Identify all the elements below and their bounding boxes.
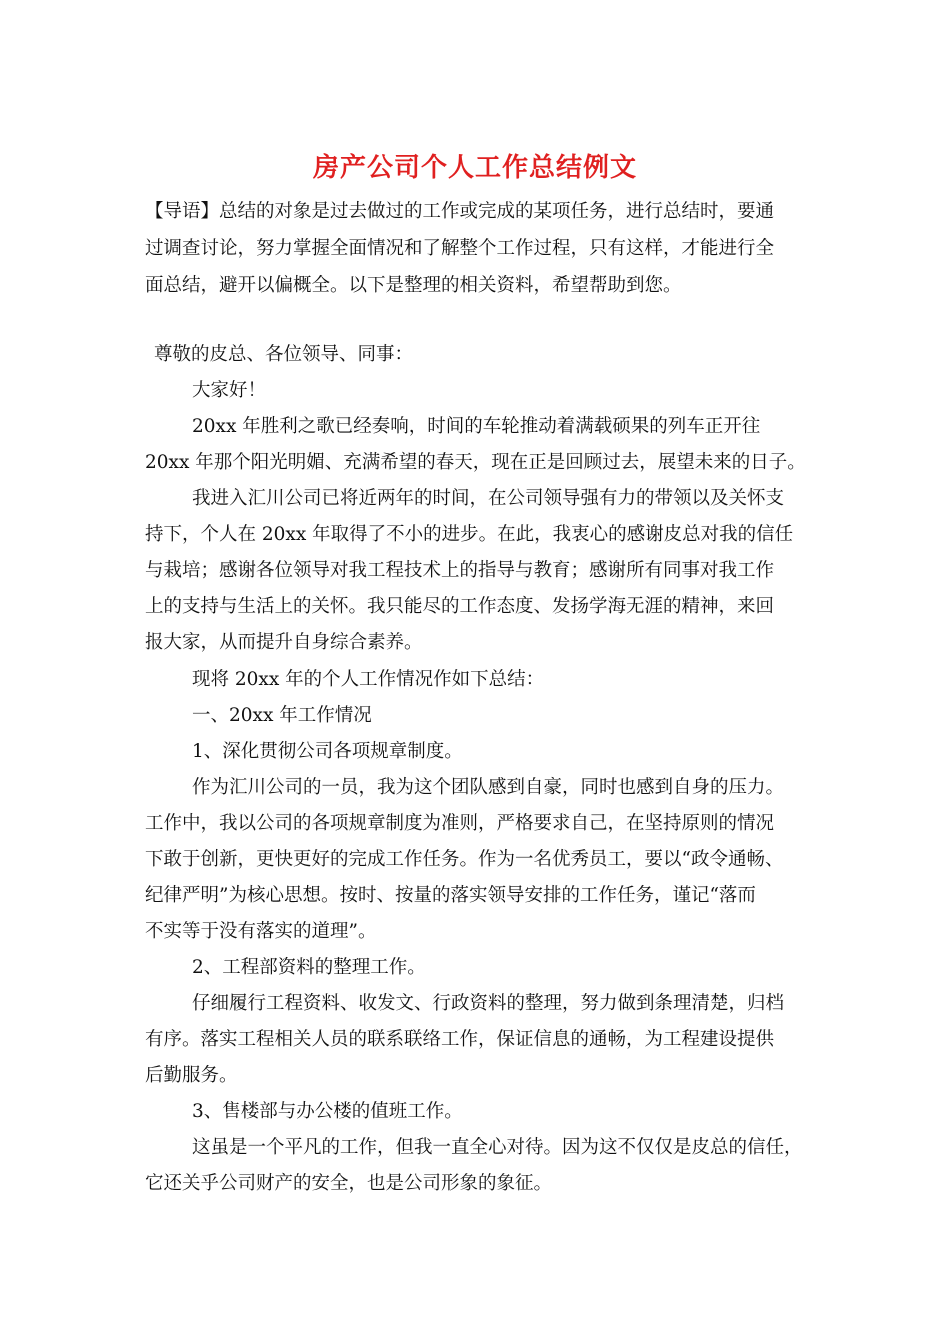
salutation: 尊敬的皮总、各位领导、同事：	[154, 344, 414, 365]
paragraph-line: 作为汇川公司的一员，我为这个团队感到自豪，同时也感到自身的压力。	[192, 777, 785, 798]
section-heading: 一、20xx 年工作情况	[192, 705, 372, 726]
intro-line-2: 过调查讨论，努力掌握全面情况和了解整个工作过程，只有这样，才能进行全	[145, 238, 775, 259]
paragraph-line: 我进入汇川公司已将近两年的时间，在公司领导强有力的带领以及关怀支	[192, 488, 785, 509]
intro-line-3: 面总结，避开以偏概全。以下是整理的相关资料，希望帮助到您。	[145, 275, 682, 296]
paragraph-line: 它还关乎公司财产的安全，也是公司形象的象征。	[145, 1173, 553, 1194]
subsection-heading: 1、深化贯彻公司各项规章制度。	[192, 741, 463, 762]
paragraph-line: 与栽培；感谢各位领导对我工程技术上的指导与教育；感谢所有同事对我工作	[145, 560, 775, 581]
document-title: 房产公司个人工作总结例文	[312, 153, 637, 183]
paragraph-line: 不实等于没有落实的道理”。	[145, 921, 377, 942]
subsection-heading: 3、售楼部与办公楼的值班工作。	[192, 1101, 463, 1122]
subsection-heading: 2、工程部资料的整理工作。	[192, 957, 426, 978]
paragraph-line: 这虽是一个平凡的工作，但我一直全心对待。因为这不仅仅是皮总的信任，	[192, 1137, 803, 1158]
paragraph-line: 20xx 年那个阳光明媚、充满希望的春天，现在正是回顾过去，展望未来的日子。	[145, 452, 806, 473]
paragraph-line: 报大家，从而提升自身综合素养。	[145, 632, 423, 653]
paragraph-line: 持下，个人在 20xx 年取得了不小的进步。在此，我衷心的感谢皮总对我的信任	[145, 524, 794, 545]
paragraph-line: 工作中，我以公司的各项规章制度为准则，严格要求自己，在坚持原则的情况	[145, 813, 775, 834]
paragraph-line: 有序。落实工程相关人员的联系联络工作，保证信息的通畅，为工程建设提供	[145, 1029, 775, 1050]
paragraph-line: 20xx 年胜利之歌已经奏响，时间的车轮推动着满载硕果的列车正开往	[192, 416, 761, 437]
paragraph-line: 下敢于创新，更快更好的完成工作任务。作为一名优秀员工，要以“政令通畅、	[145, 849, 784, 870]
paragraph-line: 纪律严明”为核心思想。按时、按量的落实领导安排的工作任务，谨记“落而	[145, 885, 756, 906]
greeting: 大家好！	[192, 380, 267, 401]
intro-line-1: 【导语】总结的对象是过去做过的工作或完成的某项任务，进行总结时，要通	[145, 201, 775, 222]
paragraph-line: 后勤服务。	[145, 1065, 238, 1086]
paragraph-line: 上的支持与生活上的关怀。我只能尽的工作态度、发扬学海无涯的精神，来回	[145, 596, 775, 617]
paragraph-line: 现将 20xx 年的个人工作情况作如下总结：	[192, 669, 545, 690]
paragraph-line: 仔细履行工程资料、收发文、行政资料的整理，努力做到条理清楚，归档	[192, 993, 785, 1014]
